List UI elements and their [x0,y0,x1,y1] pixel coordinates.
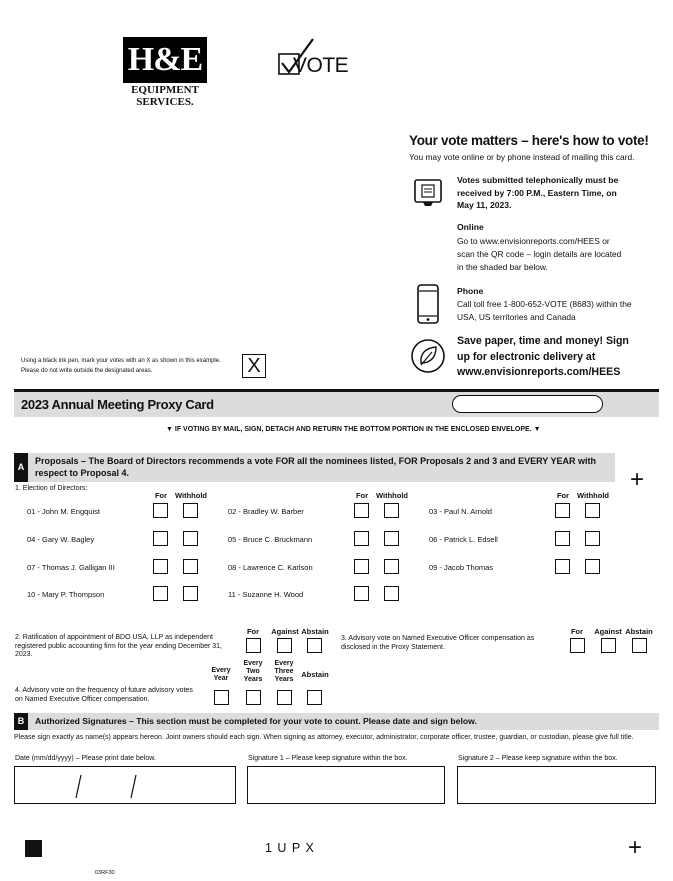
nominee-09: 09 - Jacob Thomas [429,563,494,572]
signature-2-label: Signature 2 – Please keep signature within the box. [458,755,618,762]
phone-title: Phone [457,286,484,296]
nominee-04-for-box[interactable] [153,531,168,546]
proposal-3-for-box[interactable] [570,638,585,653]
nominee-04-withhold-box[interactable] [183,531,198,546]
proposal-1-label: 1. Election of Directors: [15,485,88,492]
p2-col-against: Against [271,627,299,636]
p3-col-against: Against [594,627,622,636]
section-b-badge: B [14,713,28,730]
nominee-08-withhold-box[interactable] [384,559,399,574]
proposal-4-three-years-box[interactable] [277,690,292,705]
registration-plus: + [630,466,645,493]
nominee-06-withhold-box[interactable] [585,531,600,546]
p4-col-two-years: Every Two Years [243,660,263,683]
online-text: Go to www.envisionreports.com/HEES or scan the QR code – login details are located in the shaded bar below. [457,236,622,272]
nominee-02-withhold-box[interactable] [384,503,399,518]
proposal-2-against-box[interactable] [277,638,292,653]
logo-line-1: EQUIPMENT [131,84,199,96]
nominee-04: 04 - Gary W. Bagley [27,535,95,544]
nominee-08-for-box[interactable] [354,559,369,574]
p4-col-three-years: Every Three Years [274,660,294,683]
card-title: 2023 Annual Meeting Proxy Card [21,397,214,412]
nominee-10: 10 - Mary P. Thompson [27,590,105,599]
proposal-4-abstain-box[interactable] [307,690,322,705]
col-withhold-2: Withhold [375,491,408,500]
footer-small-code: 03RF30 [95,870,115,876]
nominee-11-withhold-box[interactable] [384,586,399,601]
nominee-01-for-box[interactable] [153,503,168,518]
logo-monogram: H&E [123,37,207,83]
scan-marker [25,840,42,857]
footer-code: 1 U P X [265,841,315,855]
online-title: Online [457,222,484,232]
proposal-3-text: 3. Advisory vote on Named Executive Officer compensation as disclosed in the Proxy Statement. [341,635,535,651]
nominee-09-for-box[interactable] [555,559,570,574]
section-a-badge: A [14,453,28,482]
date-input-box[interactable] [14,766,236,804]
nominee-07: 07 - Thomas J. Galligan III [27,563,115,572]
company-logo [123,37,207,108]
proposal-2-for-box[interactable] [246,638,261,653]
col-withhold-1: Withhold [174,491,207,500]
section-a-title: Proposals – The Board of Directors recommends a vote FOR all the nominees listed, FOR Proposals 2 and 3 and EVERY YEAR with respect to Proposal 4. [35,456,596,478]
mobile-phone-icon [416,284,440,324]
section-b-instructions: Please sign exactly as name(s) appears hereon. Joint owners should each sign. When signing as attorney, executor, administrator, corporate officer, trustee, guardian, or custodian, please give full title. [14,734,634,741]
nominee-03-withhold-box[interactable] [585,503,600,518]
date-label: Date (mm/dd/yyyy) – Please print date below. [15,755,156,762]
vote-text: VOTE [293,54,349,77]
nominee-10-withhold-box[interactable] [183,586,198,601]
date-separator-slashes [15,767,237,805]
p2-col-abstain: Abstain [301,627,329,636]
proposal-2-text: 2. Ratification of appointment of BDO USA, LLP as independent registered public accounting firm for the year ending December 31, 2023. [15,634,222,658]
col-for-2: For [355,491,369,500]
proposal-4-every-year-box[interactable] [214,690,229,705]
vote-headline: Your vote matters – here's how to vote! [409,133,649,148]
control-number-field [452,395,603,413]
nominee-01: 01 - John M. Engquist [27,507,100,516]
signature-1-box[interactable] [247,766,445,804]
ink-note-2: Please do not write outside the designated areas. [21,368,153,374]
nominee-07-withhold-box[interactable] [183,559,198,574]
deadline-text: Votes submitted telephonically must be received by 7:00 P.M., Eastern Time, on May 11, 2023. [457,175,619,210]
nominee-05-withhold-box[interactable] [384,531,399,546]
nominee-09-withhold-box[interactable] [585,559,600,574]
proposal-4-text: 4. Advisory vote on the frequency of future advisory votes on Named Executive Officer compensation. [15,687,193,703]
nominee-10-for-box[interactable] [153,586,168,601]
nominee-11-for-box[interactable] [354,586,369,601]
p3-col-for: For [570,627,584,636]
p3-col-abstain: Abstain [625,627,653,636]
footer-plus: + [628,834,643,861]
p2-col-for: For [246,627,260,636]
signature-1-label: Signature 1 – Please keep signature within the box. [248,755,408,762]
nominee-06: 06 - Patrick L. Edsell [429,535,498,544]
p4-col-abstain: Abstain [301,670,329,679]
logo-line-2: SERVICES. [136,96,194,108]
vote-subhead: You may vote online or by phone instead of mailing this card. [409,152,635,162]
nominee-07-for-box[interactable] [153,559,168,574]
nominee-05: 05 - Bruce C. Bruckmann [228,535,313,544]
proposal-3-against-box[interactable] [601,638,616,653]
phone-text: Call toll free 1-800-652-VOTE (8683) within the USA, US territories and Canada [457,299,632,322]
nominee-02-for-box[interactable] [354,503,369,518]
col-for-3: For [556,491,570,500]
nominee-06-for-box[interactable] [555,531,570,546]
nominee-03: 03 - Paul N. Arnold [429,507,492,516]
col-for-1: For [154,491,168,500]
leaf-icon [410,338,446,374]
proposal-4-two-years-box[interactable] [246,690,261,705]
col-withhold-3: Withhold [576,491,609,500]
signature-2-box[interactable] [457,766,656,804]
nominee-03-for-box[interactable] [555,503,570,518]
proposal-2-abstain-box[interactable] [307,638,322,653]
proposal-3-abstain-box[interactable] [632,638,647,653]
section-b-title: Authorized Signatures – This section must be completed for your vote to count. Please date and sign below. [35,716,477,726]
vote-logo [277,37,347,79]
nominee-01-withhold-box[interactable] [183,503,198,518]
nominee-05-for-box[interactable] [354,531,369,546]
ink-note-1: Using a black ink pen, mark your votes with an X as shown in this example. [21,358,221,364]
paperless-text: Save paper, time and money! Sign up for electronic delivery at www.envisionreports.com/HEES [457,335,629,378]
example-x-mark: X [247,355,261,377]
example-mark-box [242,354,266,378]
mail-note: ▼ IF VOTING BY MAIL, SIGN, DETACH AND RETURN THE BOTTOM PORTION IN THE ENCLOSED ENVELOPE. ▼ [166,426,541,433]
telephone-vote-icon [411,176,445,210]
p4-col-every-year: Every Year [211,667,231,682]
nominee-08: 08 - Lawrence C. Karlson [228,563,313,572]
nominee-11: 11 - Suzanne H. Wood [228,590,304,599]
nominee-02: 02 - Bradley W. Barber [228,507,304,516]
